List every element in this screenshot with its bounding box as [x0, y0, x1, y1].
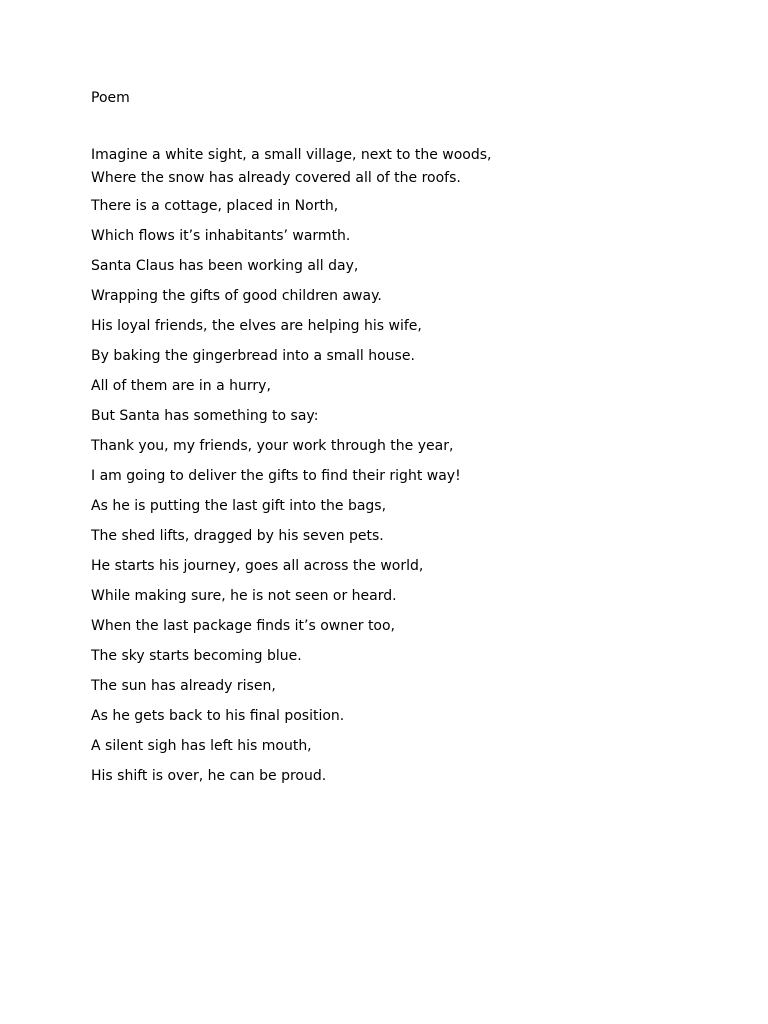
poem-line: As he gets back to his final position.	[91, 708, 345, 724]
poem-line: There is a cottage, placed in North,	[91, 198, 339, 214]
poem-line: Where the snow has already covered all of the roofs.	[91, 170, 461, 186]
poem-line: The sky starts becoming blue.	[91, 648, 302, 664]
poem-line: But Santa has something to say:	[91, 408, 319, 424]
poem-line: All of them are in a hurry,	[91, 378, 271, 394]
poem-line: When the last package finds it’s owner too,	[91, 618, 396, 634]
poem-line: Which flows it’s inhabitants’ warmth.	[91, 228, 351, 244]
poem-body	[91, 197, 461, 797]
poem-line: As he is putting the last gift into the bags,	[91, 498, 387, 514]
poem-line: Imagine a white sight, a small village, next to the woods,	[91, 147, 492, 163]
poem-line: His shift is over, he can be proud.	[91, 768, 327, 784]
poem-line: By baking the gingerbread into a small house.	[91, 348, 415, 364]
poem-line: A silent sigh has left his mouth,	[91, 738, 312, 754]
poem-line: I am going to deliver the gifts to find their right way!	[91, 468, 461, 484]
poem-line: The shed lifts, dragged by his seven pets.	[91, 528, 384, 544]
poem-line: Santa Claus has been working all day,	[91, 258, 359, 274]
poem-line: While making sure, he is not seen or heard.	[91, 588, 397, 604]
poem-line: Wrapping the gifts of good children away.	[91, 288, 382, 304]
first-stanza	[91, 144, 492, 190]
poem-line: He starts his journey, goes all across the world,	[91, 558, 424, 574]
poem-line: Thank you, my friends, your work through the year,	[91, 438, 454, 454]
poem-line: His loyal friends, the elves are helping his wife,	[91, 318, 422, 334]
document-title: Poem	[91, 90, 130, 106]
poem-line: The sun has already risen,	[91, 678, 276, 694]
